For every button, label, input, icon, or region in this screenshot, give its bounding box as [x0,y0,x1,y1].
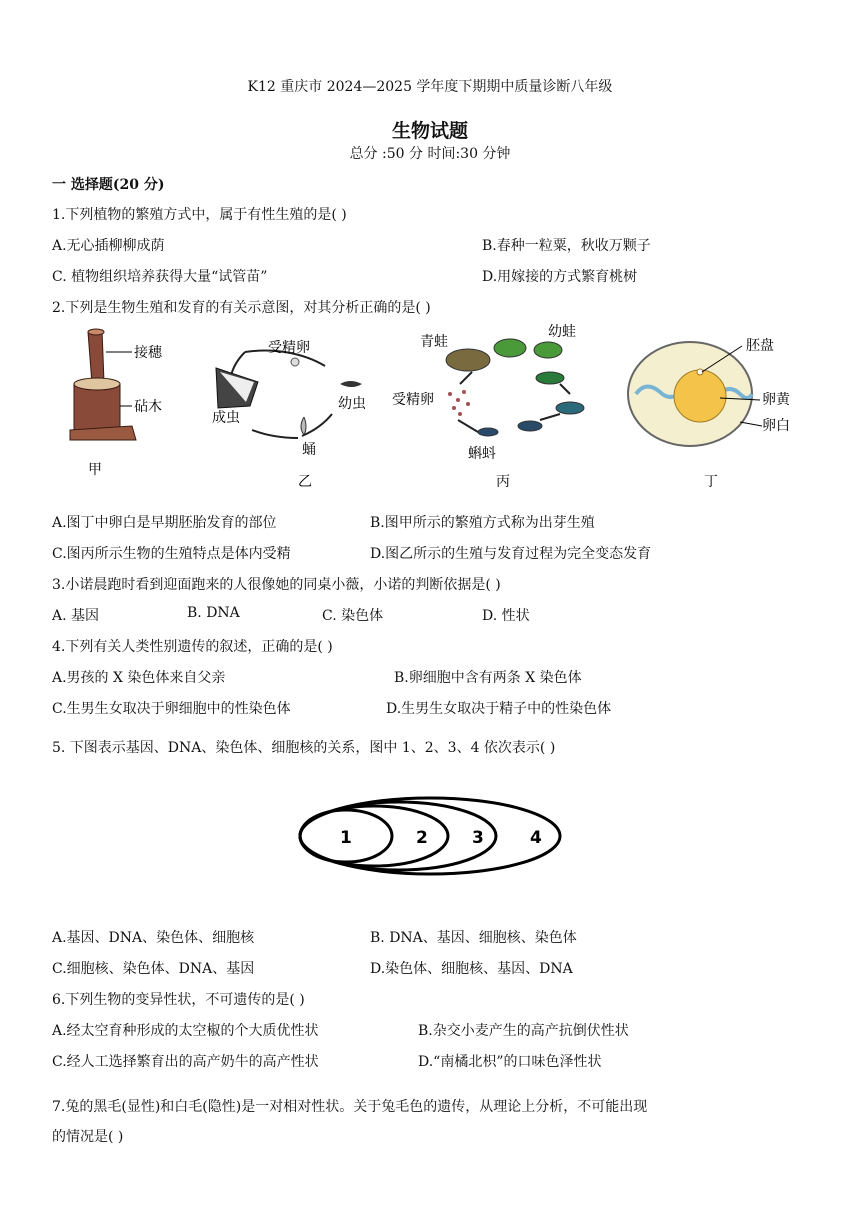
caption-ding: 丁 [704,474,718,490]
q5-option-a: A.基因、DNA、染色体、细胞核 [52,930,255,946]
q4-option-d: D.生男生女取决于精子中的性染色体 [386,701,612,717]
q3-stem: 3.小诺晨跑时看到迎面跑来的人很像她的同桌小薇，小诺的判断依据是( ) [52,577,501,593]
q1-option-d: D.用嫁接的方式繁育桃树 [482,269,638,285]
label-young-frog: 幼蛙 [548,324,576,340]
label-white: 卵白 [762,418,790,434]
figure-bing-frog-cycle [392,323,584,490]
q3-option-c: C. 染色体 [322,608,384,624]
q5-option-c: C.细胞核、染色体、DNA、基因 [52,961,255,977]
q5-nested-ellipses [290,790,570,880]
q2-figures [40,322,840,494]
ellipse-label-3: 3 [472,828,484,848]
q3-option-b: B. DNA [187,605,240,621]
label-pupa: 蛹 [302,442,316,458]
q1-option-b: B.春种一粒粟，秋收万颗子 [482,238,651,254]
ellipse-label-4: 4 [530,828,542,848]
label-disc: 胚盘 [746,338,774,354]
label-yolk: 卵黄 [762,392,790,408]
q4-option-a: A.男孩的 X 染色体来自父亲 [52,670,226,686]
caption-jia: 甲 [88,462,102,478]
ellipse-label-1: 1 [340,828,352,848]
label-stock: 砧木 [134,399,162,415]
q1-option-c: C. 植物组织培养获得大量“试管苗” [52,269,268,285]
q1-option-a: A.无心插柳柳成荫 [52,238,165,254]
q6-option-c: C.经人工选择繁育出的高产奶牛的高产性状 [52,1054,319,1070]
label-egg: 受精卵 [268,340,310,356]
q3-option-d: D. 性状 [482,608,530,624]
q6-option-b: B.杂交小麦产生的高产抗倒伏性状 [418,1023,629,1039]
q5-option-d: D.染色体、细胞核、基因、DNA [370,961,573,977]
school-line: K12 重庆市 2024—2025 学年度下期期中质量诊断八年级 [247,79,613,95]
label-larva: 幼虫 [338,396,366,412]
figure-jia-grafting [70,329,163,478]
q2-option-d: D.图乙所示的生殖与发育过程为完全变态发育 [370,546,652,562]
label-adult: 成虫 [212,410,240,426]
q2-option-c: C.图丙所示生物的生殖特点是体内受精 [52,546,291,562]
q7-stem-line1: 7.兔的黑毛(显性)和白毛(隐性)是一对相对性状。关于兔毛色的遗传，从理论上分析，不可能出现 [52,1099,648,1115]
caption-bing: 丙 [496,474,510,490]
q4-option-b: B.卵细胞中含有两条 X 染色体 [394,670,582,686]
caption-yi: 乙 [298,474,312,490]
q4-stem: 4.下列有关人类性别遗传的叙述，正确的是( ) [52,639,333,655]
page-title: 生物试题 [391,120,468,142]
q1-stem: 1.下列植物的繁殖方式中，属于有性生殖的是( ) [52,207,347,223]
label-frog-egg: 受精卵 [392,392,434,408]
q3-option-a: A. 基因 [52,608,100,624]
label-scion: 接穗 [134,345,162,361]
q4-option-c: C.生男生女取决于卵细胞中的性染色体 [52,701,291,717]
label-tadpole: 蝌蚪 [468,446,496,462]
q2-stem: 2.下列是生物生殖和发育的有关示意图，对其分析正确的是( ) [52,300,431,316]
q2-option-a: A.图丁中卵白是早期胚胎发育的部位 [52,515,277,531]
q7-stem-line2: 的情况是( ) [52,1129,124,1145]
ellipse-label-2: 2 [416,828,428,848]
q6-option-d: D.“南橘北枳”的口味色泽性状 [418,1054,602,1070]
q5-option-b: B. DNA、基因、细胞核、染色体 [370,930,577,946]
label-frog: 青蛙 [420,334,448,350]
exam-meta: 总分 :50 分 时间:30 分钟 [349,146,511,162]
figure-ding-egg [628,338,791,490]
figure-yi-butterfly-cycle [212,339,366,490]
q5-stem: 5. 下图表示基因、DNA、染色体、细胞核的关系，图中 1、2、3、4 依次表示( ) [52,740,556,756]
q2-option-b: B.图甲所示的繁殖方式称为出芽生殖 [370,515,595,531]
q6-option-a: A.经太空育种形成的太空椒的个大质优性状 [52,1023,319,1039]
section-title: 一 选择题(20 分) [52,177,165,193]
q6-stem: 6.下列生物的变异性状，不可遗传的是( ) [52,992,305,1008]
